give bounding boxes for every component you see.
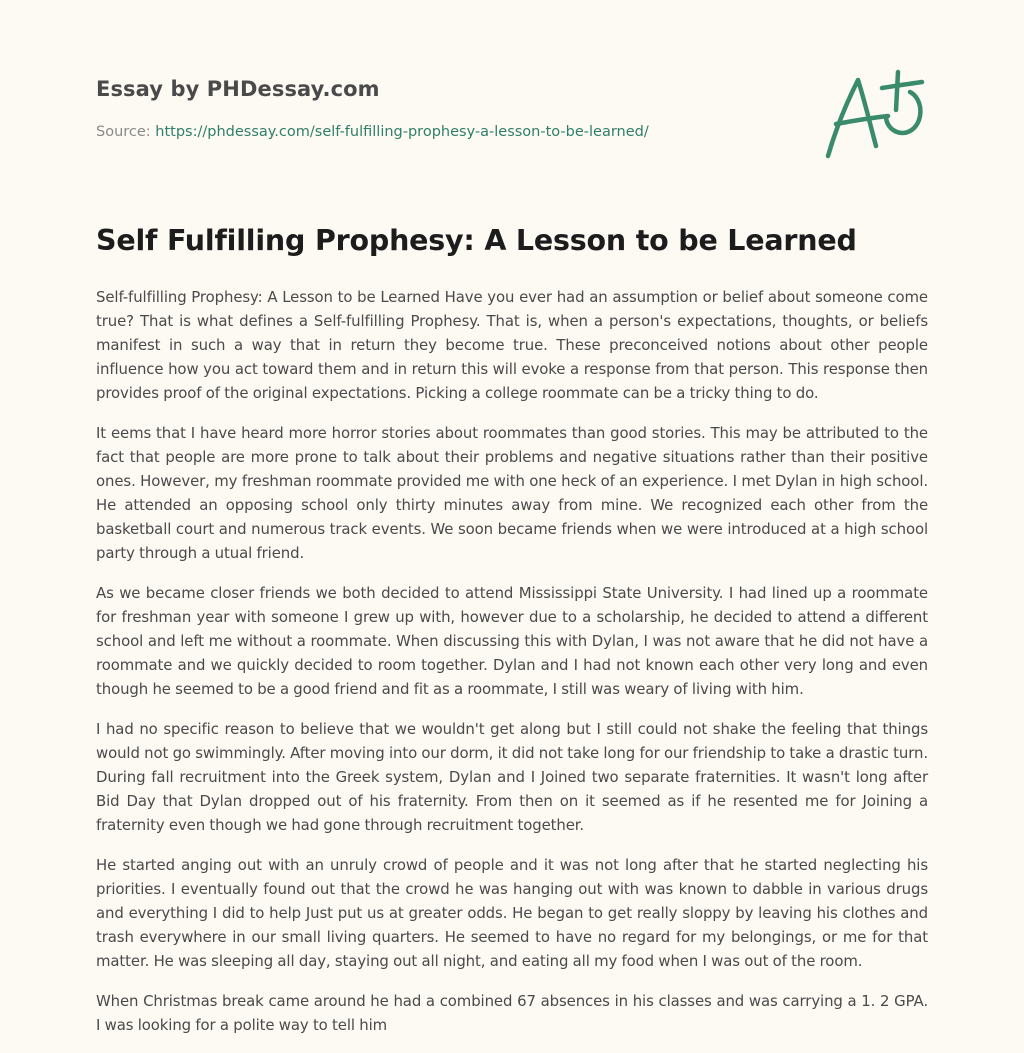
site-title: Essay by PHDessay.com (96, 77, 380, 101)
logo-circle-swirl (886, 92, 920, 133)
logo-plus-vertical (896, 72, 898, 110)
logo-a-crossbar (836, 116, 888, 124)
essay-paragraph: Self-fulfilling Prophesy: A Lesson to be Learned Have you ever had an assumption or belief about someone come true? That is what defines a Self-fulfilling Prophesy. That is, when a person's expectations, thoughts, or beliefs manifest in such a way that in return they become true. These preconceived notions about other people influence how you act toward them and in return this will evoke a response from that person. This response then provides proof of the original expectations. Picking a college roommate can be a tricky thing to do. (96, 288, 928, 402)
essay-paragraph: As we became closer friends we both decided to attend Mississippi State University. I had lined up a roommate for freshman year with someone I grew up with, however due to a scholarship, he decided to attend a different school and left me without a roommate. When discussing this with Dylan, I was not aware that he did not have a roommate and we quickly decided to room together. Dylan and I had not known each other very long and even though he seemed to be a good friend and fit as a roommate, I still was weary of living with him. (96, 584, 928, 698)
a-plus-logo-icon (818, 66, 930, 164)
essay-title: Self Fulfilling Prophesy: A Lesson to be Learned (96, 224, 857, 257)
source-label: Source: (96, 124, 151, 140)
essay-body (96, 285, 928, 1053)
essay-paragraph: I had no specific reason to believe that we wouldn't get along but I still could not shake the feeling that things would not go swimmingly. After moving into our dorm, it did not take long for our friendship to take a drastic turn. During fall recruitment into the Greek system, Dylan and I Joined two separate fraternities. It wasn't long after Bid Day that Dylan dropped out of his fraternity. From then on it seemed as if he resented me for Joining a fraternity even though we had gone through recruitment together. (96, 720, 928, 834)
source-link[interactable]: https://phdessay.com/self-fulfilling-prophesy-a-lesson-to-be-learned/ (155, 124, 649, 140)
source-line (96, 124, 649, 140)
essay-paragraph: He started anging out with an unruly crowd of people and it was not long after that he started neglecting his priorities. I eventually found out that the crowd he was hanging out with was known to dabble in various drugs and everything I did to help Just put us at greater odds. He began to get really sloppy by leaving his clothes and trash everywhere in our small living quarters. He seemed to have no regard for my belongings, or me for that matter. He was sleeping all day, staying out all night, and eating all my food when I was out of the room. (96, 856, 928, 970)
essay-paragraph: It eems that I have heard more horror stories about roommates than good stories. This may be attributed to the fact that people are more prone to talk about their problems and negative situations rather than their positive ones. However, my freshman roommate provided me with one heck of an experience. I met Dylan in high school. He attended an opposing school only thirty minutes away from mine. We recognized each other from the basketball court and numerous track events. We soon became friends when we were introduced at a high school party through a utual friend. (96, 424, 928, 562)
logo-plus-horizontal (882, 82, 922, 88)
essay-paragraph: When Christmas break came around he had a combined 67 absences in his classes and was carrying a 1. 2 GPA. I was looking for a polite way to tell him (96, 992, 928, 1034)
